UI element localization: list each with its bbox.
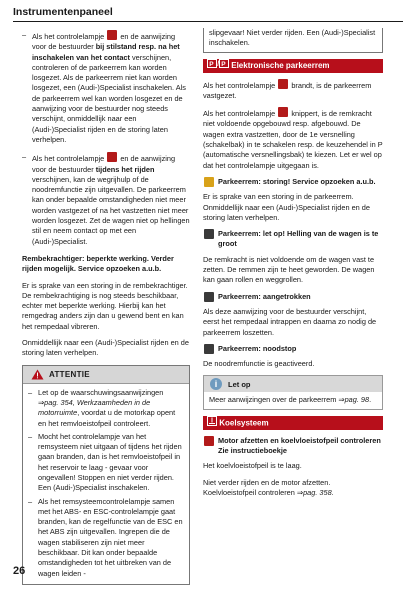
- reference-arrow: ⇒: [296, 487, 304, 497]
- warning-header: [23, 366, 189, 384]
- page-number: 26: [13, 565, 26, 577]
- section-title: Koelsysteem: [219, 418, 269, 428]
- section-title: Elektronische parkeerrem: [231, 60, 330, 70]
- header-rule: [13, 21, 403, 22]
- message-applied: Parkeerrem: aangetrokken: [203, 292, 383, 302]
- page-reference-link[interactable]: pag. 358: [303, 487, 332, 497]
- note-box: [203, 375, 383, 409]
- message-emergency-text: De noodremfunctie is geactiveerd.: [203, 359, 315, 369]
- bullet-standstill: – Als het controlelampje en de aanwijzing voor de bestuurder bij stilstand resp. na het inschakelen van het contact verschijnen, controleren of de parkeerrem kan worden losgezet. Als de parkeerrem niet kan worden losgezet, een (Audi-)Specialist inschakelen. Als de parkeerrem wel kan worden losgezet en de aanwijzing voor de bestuurder nog steeds verschijnt, onmiddellijk naar een (Audi-)Specialist rijden en de storing laten verhelpen.: [22, 30, 190, 145]
- brake-warning-icon: [107, 30, 117, 40]
- brake-booster-action: Onmiddellijk naar een (Audi-)Specialist rijden en de storing laten verhelpen.: [22, 338, 189, 358]
- reference-arrow: ⇒: [38, 397, 45, 407]
- warning-item: – Als het remsysteemcontrolelampje samen met het ABS- en ESC-controlelampje gaat branden, kan de regelfunctie van de ESC en het ABS zijn uitgevallen. Ingrepen die de wagen stabiliseren zijn niet meer beschikbaar. Dit kan onder bepaalde omstandigheden tot het uitbreken van de wagen leiden -: [28, 497, 184, 579]
- warning-body: [23, 384, 189, 584]
- message-applied-text: Als deze aanwijzing voor de bestuurder verschijnt, eerst het rempedaal intrappen en daarna zo nodig de parkeerrem loszetten.: [203, 306, 377, 337]
- brake-booster-heading: Rembekrachtiger: beperkte werking. Verder rijden mogelijk. Service opzoeken a.u.b.: [22, 253, 174, 274]
- brake-booster-text: Er is sprake van een storing in de rembekrachtiger. De rembekrachtiging is nog steeds beschikbaar, echter met beperkte werking. Hierbij kan het remgedrag anders zijn dan u gewend bent en kan het rempedaal vibreren.: [22, 280, 188, 331]
- parking-brake-icon: [278, 107, 288, 117]
- warning-item: – Mocht het controlelampje van het remsysteem niet uitgaan of tijdens het rijden gaan branden, dan is het remvloeistofpeil in het reservoir te laag - gevaar voor ongevallen! Stoppen en niet verder rijden. Een (Audi-)Specialist inschakelen.: [28, 432, 184, 494]
- reference-arrow: ⇒: [338, 395, 345, 405]
- parking-brake-icon: [204, 344, 214, 354]
- brake-warning-icon: [107, 152, 117, 162]
- note-title: Let op: [228, 380, 251, 390]
- message-fault: Parkeerrem: storing! Service opzoeken a.u.b.: [203, 177, 383, 187]
- coolant-icon: [207, 416, 217, 431]
- parking-brake-icon: [278, 79, 288, 89]
- coolant-action-text: Niet verder rijden en de motor afzetten. Koelvloeistofpeil controleren ⇒pag. 358.: [203, 477, 334, 497]
- section-header-parking-brake: [203, 59, 383, 73]
- message-incline-text: De remkracht is niet voldoende om de wagen vast te zetten. De remmen zijn te heet geworden. De wagen kan gaan rollen en weggrollen.: [203, 254, 375, 285]
- warning-item: – Let op de waarschuwingsaanwijzingen ⇒pag. 354, Werkzaamheden in de motorruimte, voordat u de motorkap opent en het remvloeistofpeil controleert.: [28, 388, 184, 429]
- parking-brake-flashing-text: Als het controlelampje knippert, is de remkracht niet voldoende opgebouwd resp. afgebouwd. De wagen extra vastzetten, door de 1e versnelling (schakelbak) in te schakelen resp. de keuzehendel in P (automatische versnellingsbak) te kiezen. Let er wel op dat het controlelampje uitgegaan is.: [203, 109, 383, 170]
- parking-brake-icon: [204, 292, 214, 302]
- message-fault-text: Er is sprake van een storing in de parkeerrem. Onmiddellijk naar een (Audi-)Specialist rijden en de storing laten verhelpen.: [203, 192, 370, 222]
- section-header-cooling: [203, 416, 383, 430]
- svg-text:P: P: [221, 60, 226, 68]
- warning-triangle-icon: [31, 369, 44, 380]
- right-column: [203, 28, 383, 504]
- bullet-driving: – Als het controlelampje en de aanwijzing voor de bestuurder tijdens het rijden verschijnen, kan de wegrijhulp of de noodremfunctie zijn uitgevallen. De parkeerrem kan onder bepaalde omstandigheden niet meer worden vastgezet of na het vastzetten niet meer worden losgezet. Zet de wagen niet op hellingen stil en neem contact op met een (Audi-)Specialist.: [22, 152, 190, 247]
- coolant-icon: [204, 436, 214, 446]
- page-reference-link[interactable]: pag. 354, Werkzaamheden in de motorruimte: [38, 397, 151, 418]
- parking-brake-applied-text: Als het controlelampje brandt, is de parkeerrem vastgezet.: [203, 80, 372, 100]
- warning-continuation: slipgevaar! Niet verder rijden. Een (Audi-)Specialist inschakelen.: [203, 28, 383, 53]
- left-column: [22, 30, 190, 585]
- page-reference-link[interactable]: pag. 98: [344, 395, 370, 405]
- note-body: Meer aanwijzingen over de parkeerrem ⇒pag. 98.: [209, 395, 372, 405]
- parking-brake-fault-icon: [204, 177, 214, 187]
- message-incline: Parkeerrem: let op! Helling van de wagen is te groot: [203, 229, 383, 250]
- svg-text:/: /: [217, 60, 220, 68]
- parking-brake-icon: [204, 229, 214, 239]
- coolant-low-text: Het koelvloeistofpeil is te laag.: [203, 461, 302, 471]
- warning-title: ATTENTIE: [49, 369, 90, 379]
- info-icon: i: [210, 378, 222, 390]
- warning-box: [22, 365, 190, 585]
- page-header: [0, 0, 416, 22]
- message-emergency: Parkeerrem: noodstop: [203, 344, 383, 354]
- note-header: [204, 376, 382, 392]
- message-coolant: Motor afzetten en koelvloeistofpeil controleren Zie instructieboekje: [203, 436, 383, 457]
- svg-text:P: P: [209, 60, 214, 68]
- parking-brake-icon: [207, 59, 229, 73]
- page-title: Instrumentenpaneel: [13, 6, 113, 18]
